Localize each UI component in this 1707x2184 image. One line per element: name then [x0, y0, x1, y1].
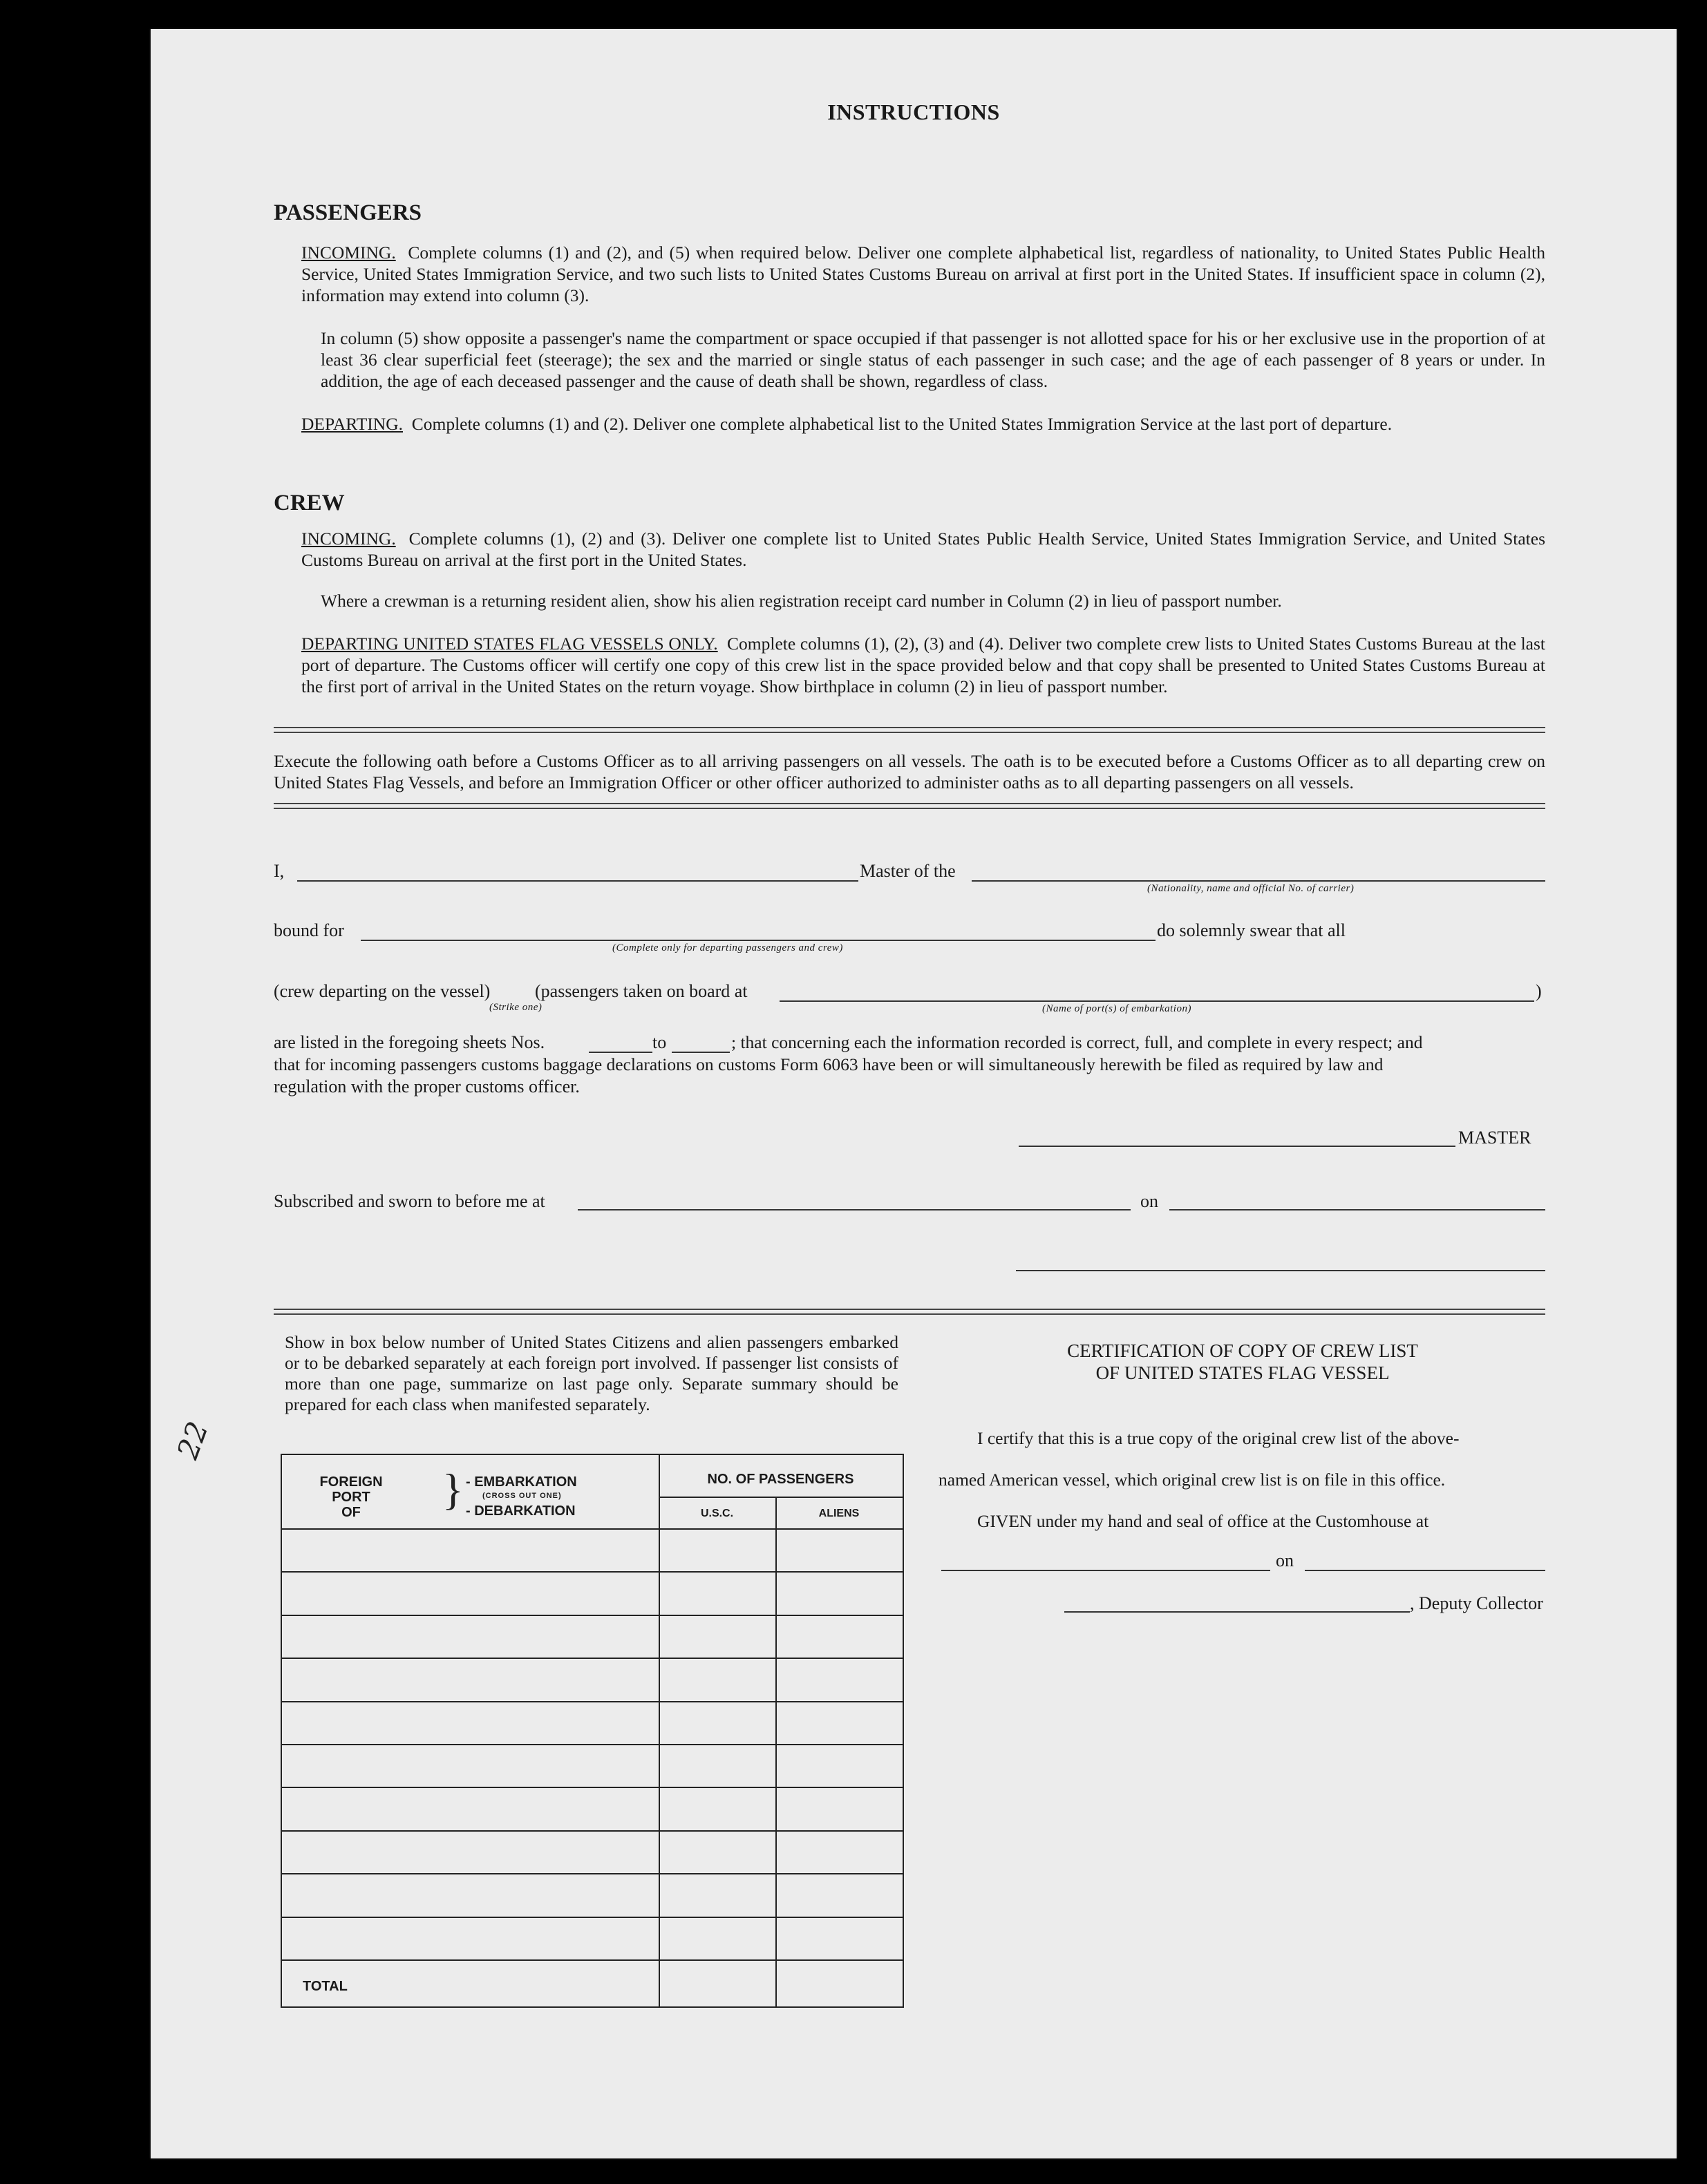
port-caption: (Name of port(s) of embarkation) — [1042, 1003, 1191, 1014]
header-debarkation: - DEBARKATION — [466, 1503, 576, 1519]
sworn-place-field[interactable] — [578, 1209, 1131, 1210]
subscribed-label: Subscribed and sworn to before me at — [274, 1191, 545, 1211]
swear-text: do solemnly swear that all — [1157, 920, 1346, 940]
master-name-field[interactable] — [297, 880, 858, 882]
divider-rule — [274, 803, 1545, 809]
usc-cell[interactable] — [660, 1530, 775, 1570]
passengers-departing-text: Complete columns (1) and (2). Deliver one complete alphabetical list to the United States Immigration Service at the last port of departure. — [411, 414, 1393, 434]
customhouse-field[interactable] — [941, 1570, 1270, 1571]
certification-heading-2: OF UNITED STATES FLAG VESSEL — [1095, 1362, 1390, 1383]
certification-heading-1: CERTIFICATION OF COPY OF CREW LIST — [1067, 1340, 1418, 1361]
crew-heading: CREW — [274, 491, 345, 515]
passenger-summary-table — [281, 1454, 904, 2008]
passengers-incoming-paragraph — [301, 242, 1545, 306]
crew-departing-option[interactable]: (crew departing on the vessel) — [274, 981, 491, 1001]
port-cell[interactable] — [282, 1745, 659, 1785]
usc-cell[interactable] — [660, 1918, 775, 1958]
officer-signature-field[interactable] — [1016, 1270, 1545, 1271]
header-usc: U.S.C. — [700, 1508, 734, 1519]
total-label: TOTAL — [303, 1979, 348, 1994]
header-foreign: FOREIGN — [319, 1474, 383, 1490]
form-page — [151, 29, 1677, 2158]
usc-cell[interactable] — [660, 1573, 775, 1613]
usc-cell[interactable] — [660, 1788, 775, 1828]
sheets-to-label: to — [652, 1032, 667, 1052]
certification-date-field[interactable] — [1305, 1570, 1545, 1571]
crew-incoming-paragraph — [301, 528, 1545, 571]
passengers-column5-paragraph: In column (5) show opposite a passenger's name the compartment or space occupied if that passenger is not allotted space for his or her exclusive use in the proportion of at least 36 clear superficial feet (steerage); the sex and the married or single status of each passenger in such case; and the age of each passenger of 8 years or under. In addition, the age of each deceased passenger and the cause of death shall be shown, regardless of class. — [321, 328, 1545, 391]
passengers-taken-option[interactable]: (passengers taken on board at — [535, 981, 748, 1001]
sheets-from-field[interactable] — [589, 1052, 652, 1053]
bound-for-caption: (Complete only for departing passengers and crew) — [612, 942, 843, 953]
aliens-cell[interactable] — [777, 1874, 903, 1915]
header-aliens: ALIENS — [818, 1508, 860, 1519]
master-label: MASTER — [1458, 1128, 1531, 1148]
close-paren: ) — [1536, 981, 1542, 1001]
oath-instructions: Execute the following oath before a Customs Officer as to all arriving passengers on all vessels. The oath is to be executed before a Customs Officer as to all departing crew on United States Flag Vessels, and before an Immigration Officer or other officer authorized to administer oaths as to all departing passengers on all vessels. — [274, 751, 1545, 792]
sworn-date-field[interactable] — [1169, 1209, 1545, 1210]
listed-prefix: are listed in the foregoing sheets Nos. — [274, 1032, 545, 1052]
usc-cell[interactable] — [660, 1961, 775, 2001]
oath-i-label: I, — [274, 861, 285, 881]
aliens-cell[interactable] — [777, 1745, 903, 1785]
aliens-cell[interactable] — [777, 1788, 903, 1828]
passengers-departing-paragraph — [301, 413, 1545, 435]
crew-resident-paragraph: Where a crewman is a returning resident alien, show his alien registration receipt card number in Column (2) in lieu of passport number. — [321, 591, 1282, 611]
crew-incoming-text: Complete columns (1), (2) and (3). Deliver one complete list to United States Public Health Service, United States Immigration Service, and United States Customs Bureau on arrival at the first port in the United States. — [301, 529, 1545, 570]
port-cell[interactable] — [282, 1616, 659, 1656]
passengers-heading: PASSENGERS — [274, 200, 422, 225]
aliens-cell[interactable] — [777, 1702, 903, 1743]
certification-on-label: on — [1276, 1550, 1294, 1570]
usc-cell[interactable] — [660, 1702, 775, 1743]
crew-departing-paragraph — [301, 633, 1545, 697]
carrier-field[interactable] — [972, 880, 1545, 882]
port-cell[interactable] — [282, 1702, 659, 1743]
deputy-collector-label: , Deputy Collector — [1410, 1593, 1543, 1613]
header-divider — [659, 1497, 903, 1498]
aliens-cell[interactable] — [777, 1616, 903, 1656]
listed-line-2: that for incoming passengers customs baggage declarations on customs Form 6063 have been or will simultaneously herewith be filed as required by law and — [274, 1054, 1384, 1074]
usc-cell[interactable] — [660, 1832, 775, 1872]
port-cell[interactable] — [282, 1530, 659, 1570]
aliens-cell[interactable] — [777, 1659, 903, 1699]
divider-rule — [274, 1309, 1545, 1315]
certify-line-2: named American vessel, which original crew list is on file in this office. — [939, 1470, 1446, 1490]
crew-incoming-label: INCOMING. — [301, 529, 396, 549]
embarkation-port-field[interactable] — [780, 1000, 1534, 1002]
crew-departing-text: Complete columns (1), (2), (3) and (4). Deliver two complete crew lists to United States Customs Bureau at the last port of departure. The Customs officer will certify one copy of this crew list in the space provided below and that copy shall be presented to United States Customs Bureau at the first port of arrival in the United States on the return voyage. Show birthplace in column (2) in lieu of passport number. — [301, 634, 1545, 696]
sheets-to-field[interactable] — [672, 1052, 730, 1053]
carrier-caption: (Nationality, name and official No. of carrier) — [1147, 883, 1355, 894]
usc-cell[interactable] — [660, 1616, 775, 1656]
port-cell[interactable] — [282, 1573, 659, 1613]
bound-for-label: bound for — [274, 920, 344, 940]
certify-line-1: I certify that this is a true copy of the original crew list of the above- — [977, 1428, 1460, 1448]
divider-rule — [274, 727, 1545, 733]
aliens-cell[interactable] — [777, 1961, 903, 2001]
brace-glyph: } — [442, 1465, 464, 1514]
summary-instructions: Show in box below number of United States Citizens and alien passengers embarked or to be debarked separately at each foreign port involved. If passenger list consists of more than one page, summarize on last page only. Separate summary should be prepared for each class when manifested separately. — [285, 1332, 898, 1414]
usc-cell[interactable] — [660, 1874, 775, 1915]
bound-for-field[interactable] — [361, 940, 1156, 941]
master-signature-field[interactable] — [1019, 1146, 1455, 1147]
port-cell[interactable] — [282, 1788, 659, 1828]
header-of: OF — [341, 1505, 361, 1520]
aliens-cell[interactable] — [777, 1573, 903, 1613]
usc-cell[interactable] — [660, 1659, 775, 1699]
port-cell[interactable] — [282, 1918, 659, 1958]
header-no-passengers: NO. OF PASSENGERS — [707, 1472, 854, 1487]
passengers-incoming-label: INCOMING. — [301, 243, 396, 263]
header-cross-out: (CROSS OUT ONE) — [482, 1492, 562, 1500]
port-cell[interactable] — [282, 1659, 659, 1699]
port-cell[interactable] — [282, 1874, 659, 1915]
strike-one-caption: (Strike one) — [489, 1002, 543, 1013]
header-embarkation: - EMBARKATION — [466, 1474, 577, 1490]
given-text: GIVEN under my hand and seal of office at the Customhouse at — [977, 1511, 1429, 1531]
aliens-cell[interactable] — [777, 1832, 903, 1872]
passengers-incoming-text: Complete columns (1) and (2), and (5) when required below. Deliver one complete alphabetical list, regardless of nationality, to United States Public Health Service, United States Immigration Service, and two such lists to United States Customs Bureau on arrival at first port in the United States. If insufficient space in column (2), information may extend into column (3). — [301, 243, 1545, 305]
listed-line-3: regulation with the proper customs officer. — [274, 1076, 580, 1096]
crew-departing-label: DEPARTING UNITED STATES FLAG VESSELS ONLY. — [301, 634, 718, 654]
port-cell[interactable] — [282, 1832, 659, 1872]
aliens-cell[interactable] — [777, 1918, 903, 1958]
passengers-departing-label: DEPARTING. — [301, 414, 403, 434]
page-title: INSTRUCTIONS — [827, 99, 1000, 124]
master-of-the-label: Master of the — [860, 861, 956, 881]
header-port: PORT — [332, 1490, 370, 1505]
deputy-signature-field[interactable] — [1064, 1611, 1410, 1613]
handwritten-page-mark: 22 — [170, 1417, 215, 1463]
aliens-cell[interactable] — [777, 1530, 903, 1570]
sworn-on-label: on — [1140, 1191, 1158, 1211]
listed-rest: ; that concerning each the information recorded is correct, full, and complete in every respect; and — [731, 1032, 1423, 1052]
usc-cell[interactable] — [660, 1745, 775, 1785]
